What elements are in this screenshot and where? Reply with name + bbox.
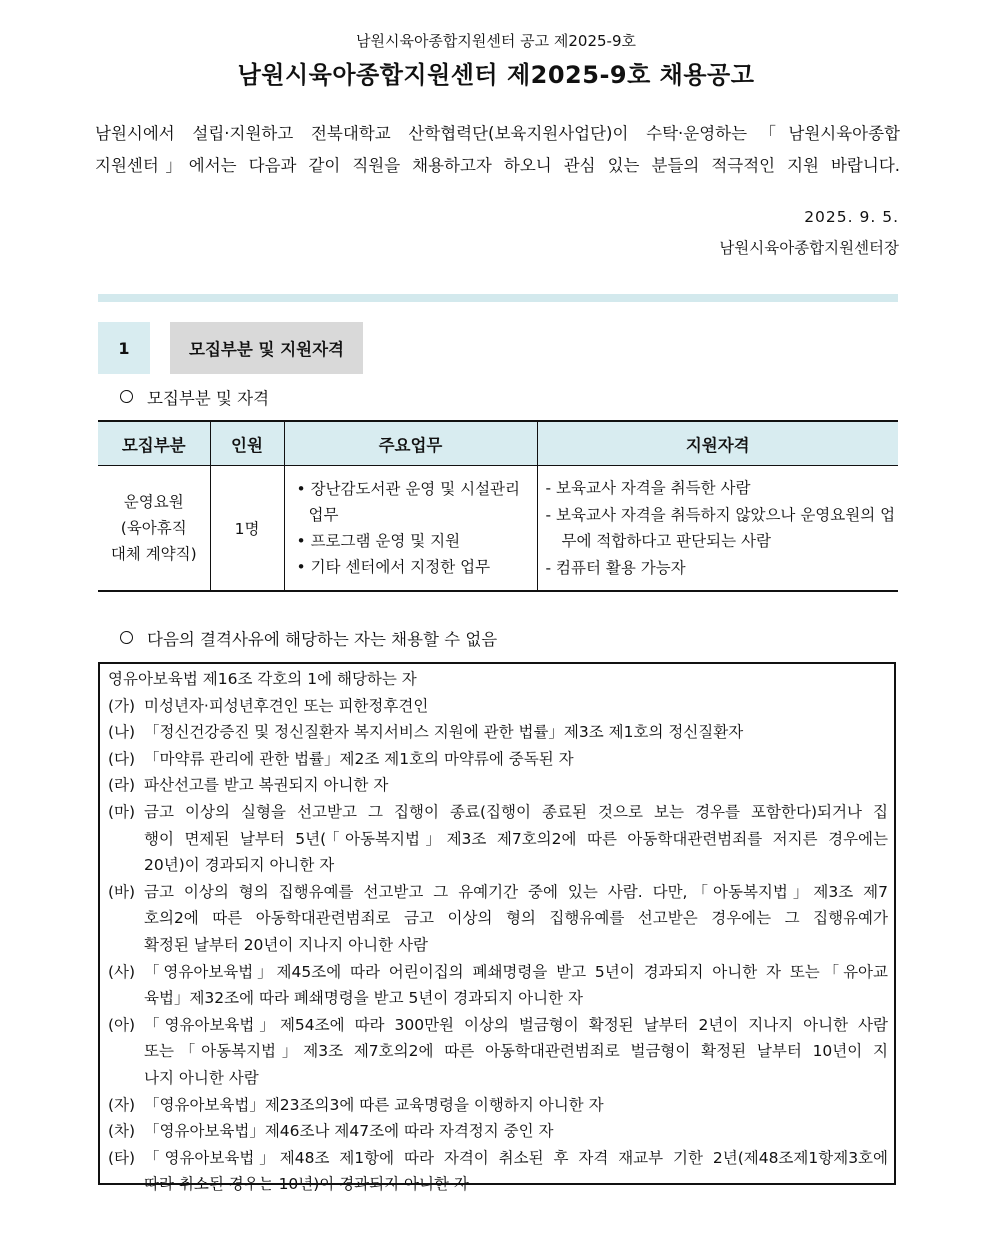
item-text-line: 확정된 날부터 20년이 지나지 아니한 사람 — [144, 935, 428, 954]
table-row — [98, 466, 898, 592]
header-qualifications: 지원자격 — [537, 421, 898, 466]
cell-dept — [98, 466, 210, 592]
list-item — [108, 1012, 888, 1092]
item-text — [144, 1145, 888, 1198]
item-text-line: 또는「아동복지법」제3조 제7호의2에 따른 아동학대관련범죄로 벌금형이 확정된 날부터 10년이 지 — [144, 1042, 888, 1061]
intro-line: 지원센터」에서는 다음과 같이 직원을 채용하고자 하오니 관심 있는 분들의 적극적인 지원 바랍니다. — [95, 156, 900, 175]
item-label: (마) — [108, 802, 136, 821]
item-text-line: 금고 이상의 실형을 선고받고 그 집행이 종료(집행이 종료된 것으로 보는 경우를 포함한다)되거나 집 — [144, 802, 888, 821]
item-label: (차) — [108, 1122, 136, 1141]
header-count: 인원 — [210, 421, 284, 466]
cell-qualifications — [537, 466, 898, 592]
recruit-table — [98, 420, 898, 592]
item-text-line: 「영유아보육법」제54조에 따라 300만원 이상의 벌금형이 확정된 날부터 2년이 지나지 아니한 사람 — [144, 1015, 888, 1034]
item-text — [144, 1012, 888, 1092]
item-text-line: 행이 면제된 날부터 5년(「아동복지법」제3조 제7호의2에 따른 아동학대관련범죄를 저지른 경우에는 — [144, 829, 888, 848]
item-text-line: 육법」제32조에 따라 폐쇄명령을 받고 5년이 경과되지 아니한 자 — [144, 989, 583, 1008]
item-text-line: 「마약류 관리에 관한 법률」제2조 제1호의 마약류에 중독된 자 — [144, 749, 574, 768]
item-text-line: 파산선고를 받고 복권되지 아니한 자 — [144, 776, 389, 795]
item-text-line: 「영유아보육법」제45조에 따라 어린이집의 폐쇄명령을 받고 5년이 경과되지 아니한 자 또는「유아교 — [144, 962, 888, 981]
item-label: (타) — [108, 1148, 136, 1167]
item-label: (아) — [108, 1015, 136, 1034]
item-text-line: 금고 이상의 형의 집행유예를 선고받고 그 유예기간 중에 있는 사람. 다만,「아동복지법」제3조 제7 — [144, 882, 888, 901]
duty-item: • 기타 센터에서 지정한 업무 — [296, 558, 491, 576]
qualification-item: - 보육교사 자격을 취득한 사람 — [545, 479, 751, 497]
item-label: (바) — [108, 882, 136, 901]
list-item — [108, 772, 888, 799]
item-text — [144, 746, 888, 773]
item-text — [144, 1092, 888, 1119]
cell-duties — [284, 466, 537, 592]
item-label: (다) — [108, 749, 136, 768]
issuer-name: 남원시육아종합지원센터장 — [719, 239, 899, 257]
item-text-line: 호의2에 따른 아동학대관련범죄로 금고 이상의 형의 집행유예를 선고받은 경우에는 그 집행유예가 — [144, 909, 888, 928]
item-label: (가) — [108, 696, 136, 715]
notice-date: 2025. 9. 5. — [804, 208, 899, 226]
section-number: 1 — [98, 322, 150, 374]
item-label: (라) — [108, 776, 136, 795]
cell-count: 1명 — [210, 466, 284, 592]
dept-line: 운영요원 — [123, 493, 184, 511]
item-text-line: 따라 취소된 경우는 10년)이 경과되지 아니한 자 — [144, 1175, 469, 1194]
item-label: (자) — [108, 1095, 136, 1114]
item-text-line: 「영유아보육법」제23조의3에 따른 교육명령을 이행하지 아니한 자 — [144, 1095, 604, 1114]
intro-paragraph — [95, 118, 900, 182]
notice-number: 남원시육아종합지원센터 공고 제2025-9호 — [355, 32, 637, 50]
circle-bullet-icon — [120, 390, 133, 403]
qualification-item: - 컴퓨터 활용 가능자 — [545, 558, 686, 577]
duty-item: • 장난감도서관 운영 및 시설관리 업무 — [296, 480, 521, 524]
subheading-disqualification — [120, 626, 497, 650]
item-text — [144, 772, 888, 799]
intro-line: 남원시에서 설립·지원하고 전북대학교 산학협력단(보육지원사업단)이 수탁·운영하는「남원시육아종합 — [95, 124, 900, 143]
item-label: (나) — [108, 723, 136, 742]
list-item — [108, 879, 888, 959]
list-item — [108, 799, 888, 879]
list-item — [108, 746, 888, 773]
duty-item: • 프로그램 운영 및 지원 — [296, 532, 461, 550]
header-dept: 모집부분 — [98, 421, 210, 466]
item-text-line: 미성년자·피성년후견인 또는 피한정후견인 — [144, 696, 429, 715]
item-text — [144, 1118, 888, 1145]
header-duties: 주요업무 — [284, 421, 537, 466]
dept-line: 대체 계약직) — [110, 545, 197, 563]
subheading-text: 다음의 결격사유에 해당하는 자는 채용할 수 없음 — [147, 630, 498, 649]
item-text — [144, 693, 888, 720]
item-text-line: 「영유아보육법」제48조 제1항에 따라 자격이 취소된 후 자격 재교부 기한 2년(제48조제1항제3호에 — [144, 1148, 888, 1167]
item-text-line: 나지 아니한 사람 — [144, 1068, 259, 1087]
disqualification-list — [108, 693, 888, 1198]
item-text — [144, 799, 888, 879]
disqualification-box — [98, 662, 896, 1194]
item-text — [144, 959, 888, 1012]
disqualification-intro: 영유아보육법 제16조 각호의 1에 해당하는 자 — [108, 670, 417, 688]
item-text-line: 20년)이 경과되지 아니한 자 — [144, 856, 335, 875]
dept-line: (육아휴직 — [120, 519, 187, 537]
subheading-recruit — [120, 385, 269, 409]
item-label: (사) — [108, 962, 136, 981]
item-text-line: 「영유아보육법」제46조나 제47조에 따라 자격정지 중인 자 — [144, 1122, 554, 1141]
section-divider — [98, 294, 898, 302]
item-text-line: 「정신건강증진 및 정신질환자 복지서비스 지원에 관한 법률」제3조 제1호의 정신질환자 — [144, 723, 744, 742]
list-item — [108, 1092, 888, 1119]
circle-bullet-icon — [120, 631, 133, 644]
subheading-text: 모집부분 및 자격 — [147, 389, 270, 408]
table-header-row — [98, 421, 898, 466]
list-item — [108, 1145, 888, 1198]
list-item — [108, 959, 888, 1012]
qualification-item: - 보육교사 자격을 취득하지 않았으나 운영요원의 업무에 적합하다고 판단되는 사람 — [545, 505, 896, 550]
page-title: 남원시육아종합지원센터 제2025-9호 채용공고 — [237, 61, 755, 89]
item-text — [144, 879, 888, 959]
item-text — [144, 719, 888, 746]
list-item — [108, 719, 888, 746]
section-title: 모집부분 및 지원자격 — [170, 322, 363, 374]
list-item — [108, 1118, 888, 1145]
list-item — [108, 693, 888, 720]
